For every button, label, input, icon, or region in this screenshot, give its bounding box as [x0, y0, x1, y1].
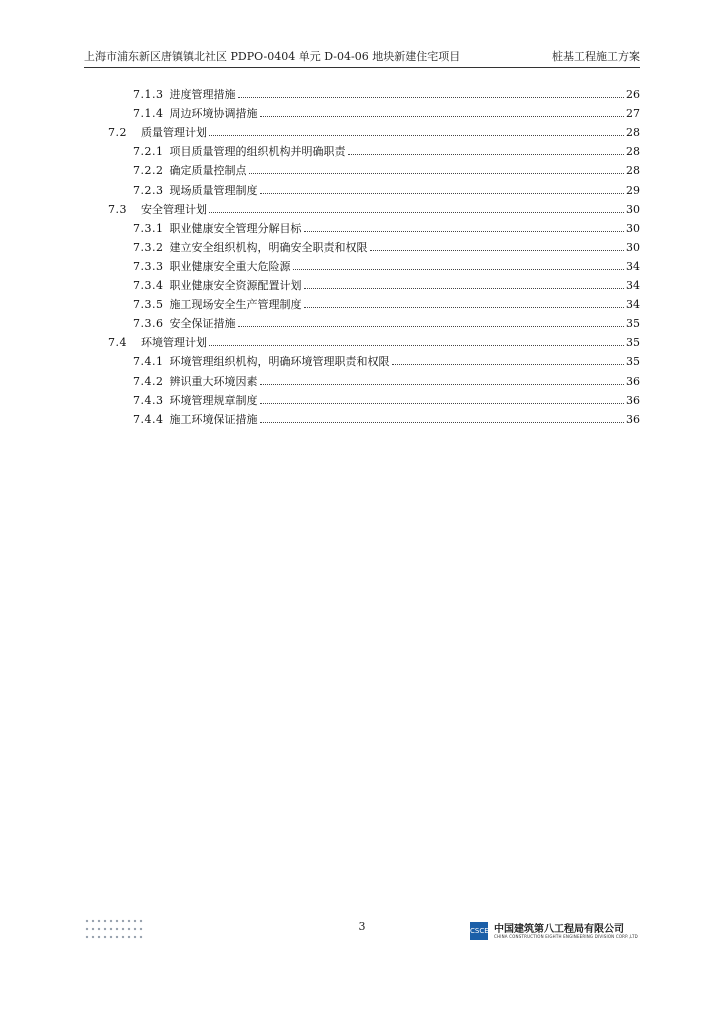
toc-entry-title: 施工环境保证措施 [169, 412, 258, 426]
toc-entry-page: 28 [626, 126, 640, 140]
toc-leader-dots [209, 344, 624, 346]
toc-entry-page: 30 [626, 240, 640, 254]
toc-entry-number: 7.2.1 [133, 145, 164, 159]
toc-entry[interactable] [133, 353, 640, 371]
toc-entry-page: 34 [626, 279, 640, 292]
page-header [84, 48, 640, 66]
toc-entry-title: 职业健康安全资源配置计划 [169, 279, 302, 292]
toc-entry-title: 安全保证措施 [169, 317, 236, 331]
toc-entry[interactable] [133, 258, 640, 276]
toc-entry-title: 环境管理组织机构，明确环境管理职责和权限 [169, 355, 390, 369]
toc-entry[interactable] [133, 411, 640, 429]
cscec-emblem-icon: CSCEC [470, 922, 488, 940]
toc-leader-dots [260, 421, 625, 423]
toc-leader-dots [260, 402, 625, 404]
toc-leader-dots [238, 325, 625, 327]
company-name-cn: 中国建筑第八工程局有限公司 [494, 924, 624, 935]
toc-entry-page: 35 [626, 355, 640, 369]
toc-entry[interactable] [133, 162, 640, 180]
toc-entry-page: 28 [626, 145, 640, 159]
toc-entry[interactable] [133, 277, 640, 295]
toc-entry[interactable] [133, 220, 640, 238]
toc-entry-number: 7.3.1 [133, 221, 164, 235]
toc-entry[interactable] [133, 392, 640, 410]
toc-entry-title: 进度管理措施 [169, 88, 236, 101]
toc-entry[interactable] [133, 143, 640, 161]
toc-leader-dots [260, 192, 625, 194]
toc-entry-number: 7.4.4 [133, 412, 164, 426]
company-logo [470, 922, 640, 942]
toc-entry-page: 35 [626, 336, 640, 350]
toc-entry[interactable] [133, 239, 640, 257]
toc-entry-number: 7.3.4 [133, 279, 164, 292]
toc-entry-page: 36 [626, 393, 640, 407]
toc-leader-dots [370, 249, 625, 251]
toc-leader-dots [304, 306, 625, 308]
toc-entry-page: 28 [626, 164, 640, 178]
toc-leader-dots [348, 153, 625, 155]
toc-entry-page: 35 [626, 317, 640, 331]
toc-entry-number: 7.3.5 [133, 298, 164, 312]
toc-entry-number: 7.1.3 [133, 88, 164, 101]
toc-entry-page: 34 [626, 298, 640, 312]
toc-leader-dots [238, 96, 625, 98]
toc-entry-page: 29 [626, 183, 640, 197]
toc-leader-dots [260, 383, 625, 385]
toc-entry-title: 周边环境协调措施 [169, 107, 258, 121]
toc-entry-number: 7.4.2 [133, 374, 164, 388]
toc-entry-number: 7.2 [108, 126, 127, 140]
toc-leader-dots [249, 172, 625, 174]
toc-entry-title: 安全管理计划 [141, 202, 207, 216]
toc-entry-title: 环境管理规章制度 [169, 393, 258, 407]
toc-entry[interactable] [133, 296, 640, 314]
toc-entry-title: 现场质量管理制度 [169, 183, 258, 197]
toc-entry-number: 7.3 [108, 202, 127, 216]
toc-entry-number: 7.2.2 [133, 164, 164, 178]
toc-entry[interactable] [133, 105, 640, 123]
toc-entry-number: 7.3.2 [133, 240, 164, 254]
toc-leader-dots [260, 115, 625, 117]
toc-entry[interactable] [133, 315, 640, 333]
toc-entry-number: 7.1.4 [133, 107, 164, 121]
toc-leader-dots [209, 211, 624, 213]
toc-entry-page: 36 [626, 374, 640, 388]
toc-entry-page: 34 [626, 259, 640, 273]
toc-entry-number: 7.4 [108, 336, 127, 350]
toc-entry-title: 确定质量控制点 [169, 164, 247, 178]
toc-leader-dots [304, 230, 625, 232]
toc-entry-page: 26 [626, 88, 640, 101]
toc-entry[interactable] [108, 334, 640, 352]
toc-entry-title: 质量管理计划 [141, 126, 207, 140]
toc-entry[interactable] [108, 201, 640, 219]
header-rule [84, 67, 640, 68]
header-document-title: 桩基工程施工方案 [552, 50, 640, 63]
toc-entry[interactable] [133, 373, 640, 391]
toc-entry[interactable] [108, 124, 640, 142]
toc-leader-dots [392, 363, 625, 365]
toc-entry-number: 7.4.1 [133, 355, 164, 369]
toc-entry-number: 7.2.3 [133, 183, 164, 197]
toc-entry-title: 职业健康安全重大危险源 [169, 259, 291, 273]
toc-entry-title: 职业健康安全管理分解目标 [169, 221, 302, 235]
page-number: 3 [358, 920, 366, 933]
toc-entry-page: 30 [626, 202, 640, 216]
toc-entry-page: 30 [626, 221, 640, 235]
toc-entry[interactable] [133, 86, 640, 104]
toc-entry[interactable] [133, 182, 640, 200]
toc-entry-number: 7.3.3 [133, 259, 164, 273]
toc-entry-page: 36 [626, 412, 640, 426]
toc-entry-title: 项目质量管理的组织机构并明确职责 [169, 145, 346, 159]
toc-leader-dots [304, 287, 625, 289]
toc-entry-title: 建立安全组织机构，明确安全职责和权限 [169, 240, 368, 254]
footer-decoration [84, 918, 144, 940]
toc-entry-number: 7.4.3 [133, 393, 164, 407]
toc-leader-dots [293, 268, 625, 270]
toc-entry-page: 27 [626, 107, 640, 121]
toc-entry-title: 环境管理计划 [141, 336, 207, 350]
toc-leader-dots [209, 134, 624, 136]
toc-entry-title: 辨识重大环境因素 [169, 374, 258, 388]
header-project-title: 上海市浦东新区唐镇镇北社区 PDPO-0404 单元 D-04-06 地块新建住宅项目 [84, 50, 461, 63]
company-name-en: CHINA CONSTRUCTION EIGHTH ENGINEERING DIVISION CORP.,LTD [494, 934, 638, 939]
toc-entry-number: 7.3.6 [133, 317, 164, 331]
toc-entry-title: 施工现场安全生产管理制度 [169, 298, 302, 312]
